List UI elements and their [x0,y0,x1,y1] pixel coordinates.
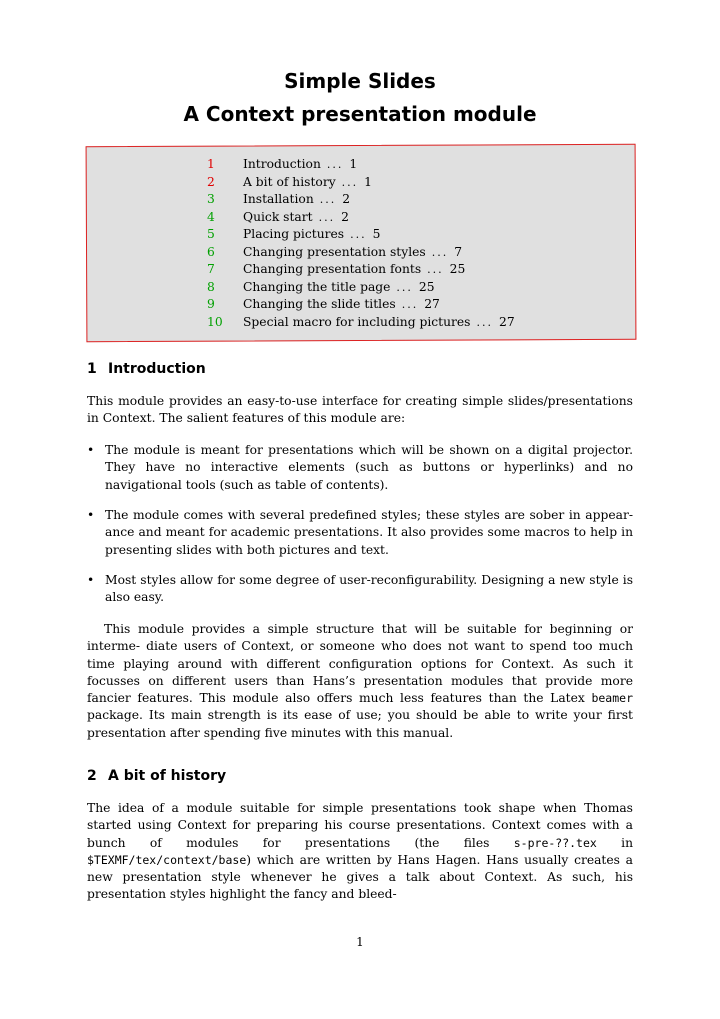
toc-leader: ... [431,245,449,259]
toc-entry-title: A bit of history [243,174,336,189]
toc-entry[interactable] [207,209,515,227]
toc-entry-title: Special macro for including pictures [243,314,471,329]
bullet-icon: • [87,443,95,457]
toc-entry[interactable] [207,244,515,262]
toc-entry-number: 3 [207,192,215,206]
inline-code: $TEXMF/tex/context/base [87,852,247,867]
toc-entry-page: 5 [372,227,381,241]
toc-entry-number: 2 [207,174,215,189]
toc-entry-number: 9 [207,297,215,311]
toc-entry-page: 25 [449,262,466,276]
section-heading-introduction [87,361,206,378]
list-item-text: Most styles allow for some degree of user-reconfigurability. Designing a new style is also easy. [105,573,633,605]
toc-entry[interactable] [207,314,515,332]
inline-code: s-pre-??.tex [513,835,597,850]
toc-entry-page: 2 [342,192,351,206]
section-number: 2 [87,768,97,784]
toc-leader: ... [427,263,444,276]
toc-leader: ... [326,158,344,171]
toc-entry-number: 4 [207,209,215,224]
paragraph-text: The idea of a module suitable for simple presentations took shape when Thomas started using Context for preparing his course presentations. Context comes with a bunch of modules for presentations (the files [87,801,633,850]
toc-entry-page: 1 [349,157,358,171]
toc-entry-title: Changing the title page [243,279,391,294]
toc-entry-title: Changing presentation styles [243,244,426,259]
table-of-contents [207,156,515,331]
list-item [87,572,633,607]
toc-entry-page: 7 [454,244,463,259]
toc-entry-number: 7 [207,262,215,276]
toc-entry-page: 25 [418,279,435,294]
section-title: A bit of history [108,768,227,784]
toc-entry[interactable] [207,191,515,209]
inline-code: beamer [591,691,633,706]
toc-leader: ... [476,315,493,329]
toc-entry-title: Installation [243,192,314,206]
list-item [87,442,633,494]
bullet-icon: • [87,573,95,587]
toc-leader: ... [319,193,337,206]
toc-entry[interactable] [207,279,515,297]
toc-entry[interactable] [207,261,515,279]
toc-entry-title: Changing presentation fonts [243,262,422,276]
page-number: 1 [356,935,364,949]
toc-leader: ... [341,175,359,189]
toc-leader: ... [318,210,336,224]
toc-entry-title: Changing the slide titles [243,297,396,311]
module-description-paragraph [87,621,633,742]
document-title: Simple Slides [284,69,436,93]
paragraph-text: This module provides a simple structure that will be suitable for beginning or interme- diate users of Context, or someone who does not want to spend too much time playing around with different configuration options for Context. As such it focusses on different users than Hans’s presentation modules that provide more fancier features. This module also offers much less features than the Latex [87,622,633,706]
toc-entry-number: 10 [207,314,223,329]
section-number: 1 [87,361,97,377]
toc-entry[interactable] [207,174,515,192]
list-item-text: The module comes with several predefined styles; these styles are sober in appear- ance and meant for academic presentations. It also provides some macros to help in presenting slides with both pictures and text. [105,508,633,557]
bullet-icon: • [87,508,95,522]
toc-entry-page: 1 [364,174,372,189]
toc-leader: ... [396,280,413,294]
toc-entry[interactable] [207,296,515,314]
paragraph-text: ) which are written by Hans Hagen. Hans usually creates a new presentation style whenever he gives a talk about Context. As such, his presentation styles highlight the fancy and bleed- [87,852,633,902]
toc-entry-number: 6 [207,244,215,259]
paragraph-text: package. Its main strength is its ease of use; you should be able to write your first presentation after spending five minutes with this manual. [87,708,633,740]
toc-entry-number: 8 [207,279,215,294]
toc-entry-page: 27 [499,314,515,329]
toc-entry-number: 5 [207,227,215,241]
toc-entry[interactable] [207,226,515,244]
intro-paragraph: This module provides an easy-to-use interface for creating simple slides/presentations in Context. The salient features of this module are: [87,394,633,426]
toc-entry[interactable] [207,156,515,174]
section-title: Introduction [108,361,206,377]
toc-leader: ... [401,298,419,311]
toc-entry-title: Introduction [243,157,321,171]
toc-entry-number: 1 [207,157,215,171]
list-item-text: The module is meant for presentations which will be shown on a digital projector. They have no interactive elements (such as buttons or hyperlinks) and no navigational tools (such as table of contents). [105,443,633,492]
paragraph-text: in [596,835,633,850]
section-heading-history [87,768,226,785]
toc-entry-title: Quick start [243,209,313,224]
document-subtitle: A Context presentation module [183,102,537,126]
toc-entry-title: Placing pictures [243,227,345,241]
list-item [87,507,633,559]
toc-entry-page: 27 [424,297,440,311]
toc-entry-page: 2 [341,209,349,224]
toc-leader: ... [350,228,367,241]
history-paragraph [87,800,633,904]
